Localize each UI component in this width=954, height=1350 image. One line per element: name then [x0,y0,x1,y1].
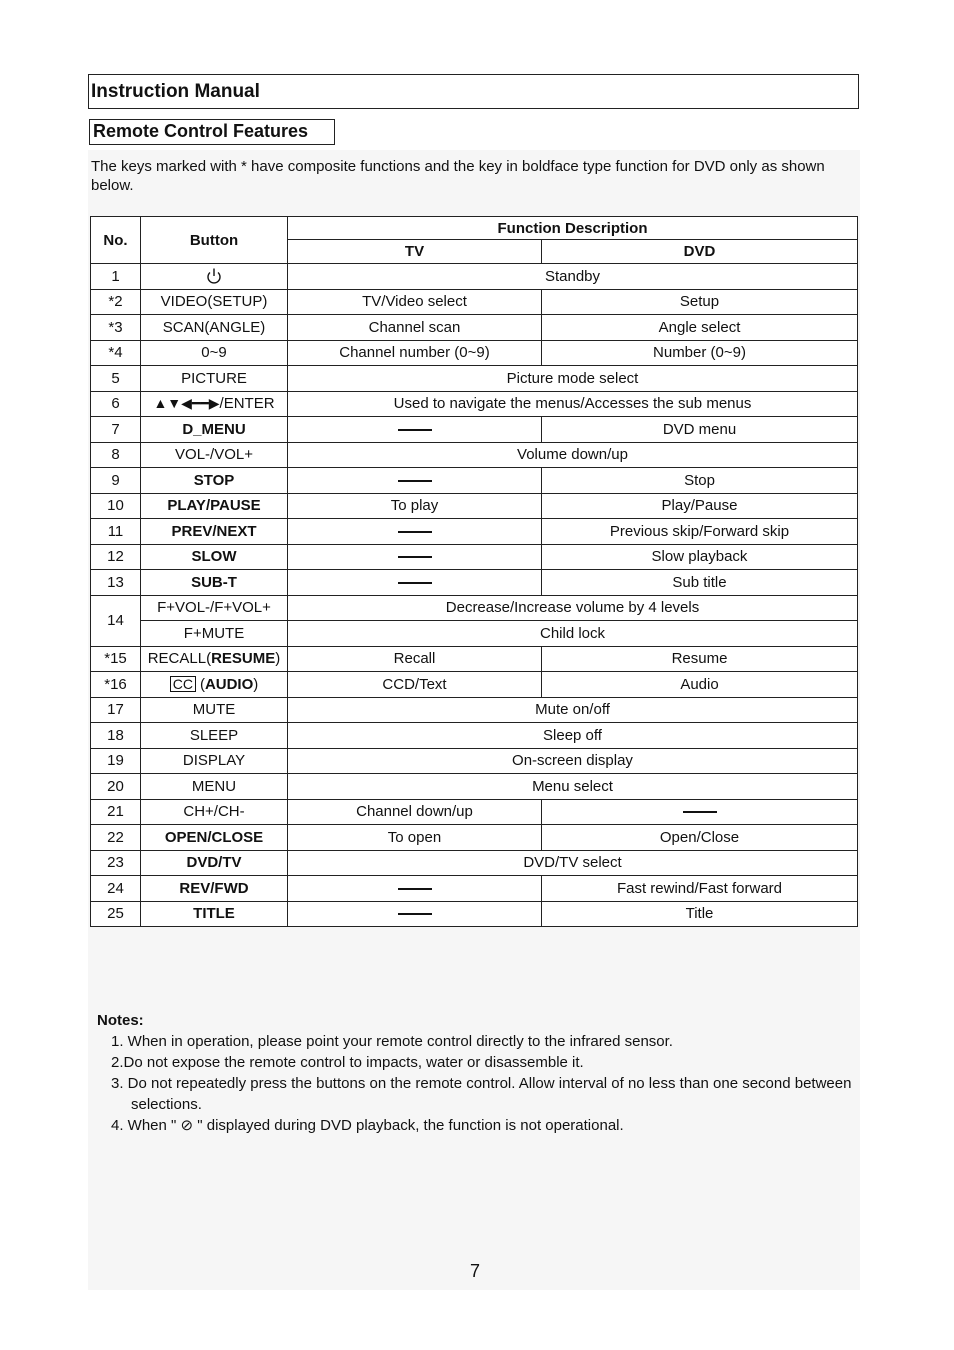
table-row [91,315,858,341]
function-tv [288,876,542,902]
row-number: 19 [91,748,141,774]
row-number: 10 [91,493,141,519]
button-label: SCAN(ANGLE) [162,318,266,336]
table-row [91,366,858,392]
button-label-tail: ) [253,675,259,693]
row-number: 1 [91,264,141,290]
button-name [141,825,288,851]
button-label: D_MENU [182,420,246,438]
function-dvd: Title [542,901,858,927]
note-item: 4. When " ⊘ " displayed during DVD playback, the function is not operational. [111,1117,624,1134]
table-row [91,264,858,290]
function-shared: Volume down/up [288,442,858,468]
button-label-tail: ) [275,650,281,668]
button-name [141,723,288,749]
table-row [91,876,858,902]
function-tv [288,417,542,443]
function-dvd: Fast rewind/Fast forward [542,876,858,902]
function-dvd [542,799,858,825]
row-number: *15 [91,646,141,672]
button-label: MENU [191,777,237,795]
button-name [141,493,288,519]
button-label: STOP [193,471,235,489]
button-name [141,774,288,800]
table-row [91,493,858,519]
row-number: 23 [91,850,141,876]
button-name [141,697,288,723]
button-label: DVD/TV [186,854,242,872]
function-shared: On-screen display [288,748,858,774]
function-dvd: Audio [542,672,858,698]
table-row [91,570,858,596]
button-label: SUB-T [191,573,237,591]
navigation-arrows-icon: ▲▼◀━━▶ [153,395,220,412]
notes-section [97,1010,857,1136]
function-dvd: Open/Close [542,825,858,851]
function-shared: Standby [288,264,858,290]
button-label: MUTE [192,701,236,719]
button-label-bold: AUDIO [204,675,254,693]
table-row [91,391,858,417]
button-name [141,468,288,494]
function-shared: Sleep off [288,723,858,749]
function-tv: Channel scan [288,315,542,341]
col-header-no: No. [91,217,141,264]
section-header [89,119,335,145]
table-row [91,621,858,647]
button-name [141,340,288,366]
button-label: 0~9 [201,344,227,362]
table-row [91,442,858,468]
row-number: 11 [91,519,141,545]
button-label: REV/FWD [179,879,249,897]
function-tv: To open [288,825,542,851]
button-name [141,748,288,774]
button-label: PLAY/PAUSE [167,497,261,515]
row-number: *16 [91,672,141,698]
not-applicable-dash [398,582,432,584]
button-label: VIDEO(SETUP) [160,293,268,311]
button-name [141,850,288,876]
function-tv: Channel down/up [288,799,542,825]
row-number: 5 [91,366,141,392]
button-label: F+MUTE [183,624,245,642]
row-number: 7 [91,417,141,443]
row-number: 22 [91,825,141,851]
section-title: Remote Control Features [93,121,309,141]
function-shared: Child lock [288,621,858,647]
function-shared: Used to navigate the menus/Accesses the sub menus [288,391,858,417]
button-name [141,672,288,698]
function-shared: DVD/TV select [288,850,858,876]
button-name [141,315,288,341]
button-label: TITLE [193,905,235,923]
function-shared: Mute on/off [288,697,858,723]
button-label: SLOW [191,548,237,566]
row-number: 12 [91,544,141,570]
table-row [91,799,858,825]
row-number: 8 [91,442,141,468]
button-label: OPEN/CLOSE [164,828,264,846]
not-applicable-dash [398,556,432,558]
table-row [91,519,858,545]
function-tv [288,544,542,570]
button-label: RECALL( [147,650,212,668]
button-label: PREV/NEXT [171,522,257,540]
button-name [141,799,288,825]
not-applicable-dash [398,888,432,890]
table-row [91,748,858,774]
button-label: SLEEP [189,726,239,744]
button-name [141,876,288,902]
function-shared: Picture mode select [288,366,858,392]
function-shared: Decrease/Increase volume by 4 levels [288,595,858,621]
row-number: 6 [91,391,141,417]
function-dvd: Sub title [542,570,858,596]
button-name [141,366,288,392]
remote-features-table [90,216,858,927]
function-dvd: Play/Pause [542,493,858,519]
button-name [141,264,288,290]
table-row [91,289,858,315]
row-number: 9 [91,468,141,494]
row-number: *3 [91,315,141,341]
function-tv: To play [288,493,542,519]
table-row [91,417,858,443]
button-label: /ENTER [219,395,275,413]
button-name [141,417,288,443]
row-number: 17 [91,697,141,723]
table-row [91,544,858,570]
power-icon [205,267,223,285]
function-tv: CCD/Text [288,672,542,698]
function-dvd: Setup [542,289,858,315]
function-dvd: Stop [542,468,858,494]
table-row [91,340,858,366]
table-row [91,646,858,672]
row-number: 14 [91,595,141,646]
function-tv: Channel number (0~9) [288,340,542,366]
table-row [91,697,858,723]
table-row [91,595,858,621]
button-name [141,646,288,672]
function-tv: Recall [288,646,542,672]
row-number: 18 [91,723,141,749]
table-row [91,850,858,876]
function-tv [288,570,542,596]
function-dvd: Resume [542,646,858,672]
row-number: *2 [91,289,141,315]
row-number: 24 [91,876,141,902]
function-dvd: Number (0~9) [542,340,858,366]
button-name [141,621,288,647]
button-label: ( [199,675,205,693]
button-name [141,442,288,468]
col-header-dvd: DVD [542,240,858,264]
manual-title: Instruction Manual [91,81,260,102]
function-tv [288,519,542,545]
row-number: 20 [91,774,141,800]
function-tv [288,901,542,927]
function-shared: Menu select [288,774,858,800]
button-name [141,544,288,570]
table-row [91,774,858,800]
col-header-tv: TV [288,240,542,264]
button-label: DISPLAY [182,752,246,770]
table-row [91,723,858,749]
page-number: 7 [470,1261,481,1281]
note-item: 1. When in operation, please point your remote control directly to the infrared sensor. [111,1033,673,1050]
button-label: CH+/CH- [183,803,245,821]
intro-text: The keys marked with * have composite functions and the key in boldface type function for DVD only as shown below. [91,158,825,194]
button-name [141,570,288,596]
row-number: 25 [91,901,141,927]
manual-header [88,74,859,109]
button-name [141,519,288,545]
table-row [91,672,858,698]
button-name [141,289,288,315]
function-dvd: Previous skip/Forward skip [542,519,858,545]
button-label: PICTURE [181,369,247,387]
note-item: 2.Do not expose the remote control to impacts, water or disassemble it. [111,1054,584,1071]
button-name [141,391,288,417]
button-label-bold: RESUME [211,650,276,668]
notes-title: Notes: [97,1012,144,1029]
row-number: *4 [91,340,141,366]
button-name [141,595,288,621]
not-applicable-dash [398,480,432,482]
row-number: 13 [91,570,141,596]
table-row [91,468,858,494]
col-header-button: Button [141,217,288,264]
cc-box-label: CC [170,676,196,692]
note-item: 3. Do not repeatedly press the buttons on the remote control. Allow interval of no less than one second between selections. [111,1075,852,1113]
row-number: 21 [91,799,141,825]
col-header-function: Function Description [288,217,858,240]
button-name [141,901,288,927]
not-applicable-dash [683,811,717,813]
function-tv: TV/Video select [288,289,542,315]
not-applicable-dash [398,429,432,431]
not-applicable-dash [398,531,432,533]
not-applicable-dash [398,913,432,915]
table-row [91,825,858,851]
button-label: F+VOL-/F+VOL+ [157,599,271,617]
function-dvd: Angle select [542,315,858,341]
function-dvd: DVD menu [542,417,858,443]
table-row [91,901,858,927]
function-dvd: Slow playback [542,544,858,570]
button-label: VOL-/VOL+ [175,446,253,464]
function-tv [288,468,542,494]
